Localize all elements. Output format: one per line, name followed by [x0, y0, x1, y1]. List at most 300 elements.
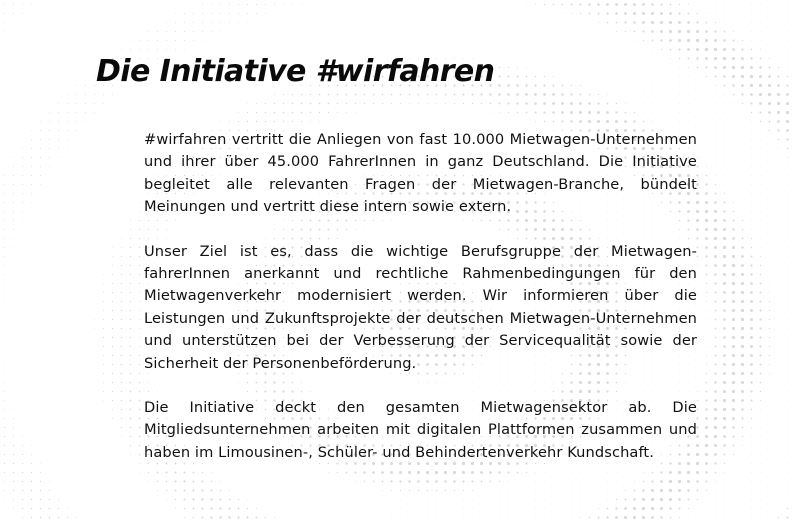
- background-dot: [750, 372, 753, 375]
- background-dot: [598, 490, 599, 491]
- background-dot: [697, 337, 698, 338]
- background-dot: [40, 508, 42, 510]
- background-dot: [121, 373, 123, 375]
- background-dot: [724, 4, 725, 5]
- background-dot: [615, 120, 618, 123]
- background-dot: [517, 490, 518, 491]
- background-dot: [678, 489, 681, 492]
- background-dot: [121, 337, 122, 338]
- background-dot: [642, 489, 644, 491]
- background-dot: [211, 13, 212, 14]
- background-dot: [40, 157, 41, 158]
- background-dot: [121, 427, 122, 428]
- background-dot: [733, 40, 735, 42]
- background-dot: [498, 75, 500, 77]
- background-dot: [714, 237, 717, 240]
- background-dot: [669, 489, 672, 492]
- background-dot: [130, 274, 131, 275]
- background-dot: [355, 112, 356, 113]
- background-dot: [787, 328, 788, 329]
- background-dot: [579, 93, 581, 95]
- background-dot: [705, 246, 708, 249]
- background-dot: [688, 13, 690, 15]
- background-dot: [715, 139, 716, 140]
- background-dot: [49, 148, 50, 149]
- background-dot: [778, 319, 779, 320]
- background-dot: [679, 103, 680, 104]
- background-dot: [787, 499, 788, 500]
- background-dot: [472, 517, 473, 518]
- background-dot: [58, 103, 59, 104]
- background-dot: [130, 328, 131, 329]
- background-dot: [4, 184, 5, 185]
- background-dot: [705, 408, 707, 410]
- background-dot: [778, 247, 779, 248]
- background-dot: [4, 481, 5, 482]
- background-dot: [589, 13, 591, 15]
- background-dot: [787, 364, 788, 365]
- background-dot: [715, 157, 716, 158]
- background-dot: [733, 103, 734, 104]
- background-dot: [778, 4, 779, 5]
- background-dot: [787, 301, 788, 302]
- background-dot: [4, 247, 5, 248]
- background-dot: [238, 22, 239, 23]
- background-dot: [112, 319, 113, 320]
- background-dot: [696, 30, 699, 33]
- background-dot: [553, 4, 554, 5]
- background-dot: [283, 4, 284, 5]
- background-dot: [714, 417, 717, 420]
- background-dot: [121, 319, 122, 320]
- background-dot: [220, 31, 221, 32]
- background-dot: [516, 93, 519, 96]
- background-dot: [714, 57, 717, 60]
- background-dot: [4, 400, 5, 401]
- background-dot: [724, 517, 725, 518]
- background-dot: [715, 175, 716, 176]
- background-dot: [706, 130, 707, 131]
- background-dot: [634, 112, 635, 113]
- background-dot: [715, 184, 716, 185]
- background-dot: [778, 499, 779, 500]
- background-dot: [580, 490, 581, 491]
- background-dot: [750, 399, 752, 401]
- background-dot: [778, 13, 779, 14]
- background-dot: [139, 418, 141, 420]
- background-dot: [697, 319, 698, 320]
- background-dot: [247, 121, 248, 122]
- background-dot: [732, 399, 735, 402]
- background-dot: [570, 93, 572, 95]
- background-dot: [723, 381, 726, 384]
- background-dot: [769, 337, 770, 338]
- background-dot: [750, 291, 753, 294]
- background-dot: [706, 166, 707, 167]
- background-dot: [651, 3, 654, 6]
- background-dot: [750, 282, 753, 285]
- background-dot: [714, 282, 716, 284]
- background-dot: [778, 265, 779, 266]
- background-dot: [112, 337, 113, 338]
- background-dot: [714, 363, 716, 365]
- background-dot: [22, 175, 23, 176]
- background-dot: [201, 498, 203, 500]
- background-dot: [741, 255, 744, 258]
- background-dot: [598, 13, 600, 15]
- background-dot: [742, 184, 743, 185]
- background-dot: [4, 472, 5, 473]
- background-dot: [750, 309, 753, 312]
- background-dot: [787, 247, 788, 248]
- background-dot: [22, 157, 23, 158]
- background-dot: [418, 499, 419, 500]
- background-dot: [733, 175, 734, 176]
- background-dot: [22, 148, 23, 149]
- background-dot: [742, 130, 743, 131]
- background-dot: [247, 508, 249, 510]
- background-dot: [472, 490, 473, 491]
- background-dot: [31, 517, 32, 518]
- background-dot: [31, 490, 32, 491]
- background-dot: [31, 508, 32, 509]
- background-dot: [4, 274, 5, 275]
- background-dot: [526, 490, 527, 491]
- background-dot: [85, 121, 86, 122]
- background-dot: [238, 121, 239, 122]
- background-dot: [787, 238, 788, 239]
- background-dot: [742, 166, 743, 167]
- background-dot: [769, 517, 770, 518]
- background-dot: [597, 516, 599, 518]
- background-dot: [742, 175, 743, 176]
- background-dot: [688, 67, 689, 68]
- background-dot: [732, 309, 735, 312]
- background-dot: [436, 517, 437, 518]
- background-dot: [481, 499, 482, 500]
- background-dot: [706, 274, 708, 276]
- background-dot: [445, 499, 446, 500]
- background-dot: [670, 85, 671, 86]
- background-dot: [166, 31, 167, 32]
- background-dot: [705, 462, 708, 465]
- background-dot: [787, 148, 789, 150]
- background-dot: [714, 372, 716, 374]
- background-dot: [103, 373, 104, 374]
- background-dot: [705, 183, 707, 185]
- background-dot: [705, 471, 707, 473]
- background-dot: [787, 184, 788, 185]
- background-dot: [733, 472, 734, 473]
- background-dot: [706, 139, 707, 140]
- background-dot: [705, 435, 708, 438]
- background-dot: [697, 490, 699, 492]
- background-dot: [769, 220, 770, 221]
- background-dot: [130, 400, 132, 402]
- background-dot: [265, 121, 267, 123]
- background-dot: [256, 121, 258, 123]
- background-dot: [22, 184, 23, 185]
- background-dot: [697, 400, 698, 401]
- background-dot: [427, 490, 428, 491]
- background-dot: [769, 265, 770, 266]
- background-dot: [714, 192, 716, 194]
- background-dot: [139, 364, 140, 365]
- background-dot: [507, 93, 510, 96]
- background-dot: [750, 381, 752, 383]
- background-dot: [202, 22, 203, 23]
- background-dot: [571, 517, 572, 518]
- background-dot: [697, 157, 698, 158]
- background-dot: [760, 220, 761, 221]
- background-dot: [742, 454, 743, 455]
- background-dot: [679, 4, 680, 5]
- background-dot: [210, 498, 212, 500]
- background-dot: [777, 84, 780, 87]
- background-dot: [706, 355, 707, 356]
- background-dot: [561, 102, 564, 105]
- background-dot: [579, 111, 582, 114]
- background-dot: [121, 328, 122, 329]
- background-dot: [139, 400, 141, 402]
- background-dot: [597, 3, 600, 6]
- background-dot: [706, 13, 707, 14]
- background-dot: [184, 13, 185, 14]
- background-dot: [534, 93, 537, 96]
- background-dot: [634, 40, 635, 41]
- background-dot: [328, 103, 330, 105]
- background-dot: [535, 121, 536, 122]
- background-dot: [751, 427, 752, 428]
- background-dot: [615, 507, 617, 509]
- background-dot: [633, 120, 635, 122]
- background-dot: [732, 390, 735, 393]
- background-dot: [4, 283, 5, 284]
- background-dot: [733, 463, 734, 464]
- background-dot: [112, 283, 113, 284]
- background-dot: [697, 346, 698, 347]
- background-dot: [49, 121, 50, 122]
- background-dot: [139, 445, 141, 447]
- background-dot: [705, 237, 708, 240]
- background-dot: [526, 112, 528, 114]
- background-dot: [211, 4, 212, 5]
- background-dot: [724, 22, 725, 23]
- background-dot: [705, 444, 708, 447]
- background-dot: [490, 508, 491, 509]
- background-dot: [643, 40, 644, 41]
- background-dot: [121, 310, 122, 311]
- background-dot: [760, 400, 761, 401]
- background-dot: [139, 211, 140, 212]
- background-dot: [22, 202, 23, 203]
- background-dot: [751, 481, 752, 482]
- background-dot: [778, 472, 779, 473]
- background-dot: [193, 31, 194, 32]
- background-dot: [597, 111, 600, 114]
- background-dot: [751, 13, 752, 14]
- background-dot: [741, 417, 743, 419]
- background-dot: [192, 489, 194, 491]
- background-dot: [40, 517, 42, 519]
- background-dot: [319, 103, 321, 105]
- background-dot: [787, 490, 788, 491]
- background-dot: [787, 193, 788, 194]
- background-dot: [526, 121, 527, 122]
- background-dot: [22, 454, 23, 455]
- background-dot: [723, 363, 726, 366]
- background-dot: [13, 508, 14, 509]
- background-dot: [715, 517, 716, 518]
- background-dot: [4, 364, 5, 365]
- background-dot: [742, 13, 743, 14]
- background-dot: [787, 454, 788, 455]
- background-dot: [769, 49, 770, 50]
- background-dot: [714, 399, 717, 402]
- background-dot: [733, 202, 734, 203]
- background-dot: [552, 102, 555, 105]
- background-dot: [732, 336, 735, 339]
- background-dot: [139, 454, 140, 455]
- background-dot: [139, 310, 140, 311]
- background-dot: [184, 499, 186, 501]
- background-dot: [769, 139, 770, 140]
- background-dot: [769, 166, 770, 167]
- background-dot: [67, 148, 68, 149]
- background-dot: [759, 327, 761, 329]
- background-dot: [706, 490, 707, 491]
- background-dot: [760, 58, 762, 60]
- background-dot: [103, 319, 104, 320]
- background-dot: [723, 75, 726, 78]
- background-dot: [13, 472, 14, 473]
- background-dot: [184, 22, 185, 23]
- background-dot: [561, 111, 564, 114]
- background-dot: [715, 148, 716, 149]
- background-dot: [787, 211, 788, 212]
- background-dot: [22, 481, 23, 482]
- background-dot: [256, 103, 257, 104]
- background-dot: [579, 120, 582, 123]
- background-dot: [715, 166, 716, 167]
- background-dot: [121, 355, 123, 357]
- background-dot: [571, 499, 572, 500]
- background-dot: [714, 201, 717, 204]
- background-dot: [697, 76, 698, 77]
- background-dot: [723, 219, 726, 222]
- background-dot: [418, 517, 419, 518]
- background-dot: [723, 282, 726, 285]
- background-dot: [787, 337, 788, 338]
- background-dot: [597, 102, 599, 104]
- background-dot: [139, 472, 140, 473]
- background-dot: [409, 508, 410, 509]
- background-dot: [534, 102, 537, 105]
- background-dot: [112, 382, 113, 383]
- background-dot: [112, 346, 113, 347]
- background-dot: [184, 508, 186, 510]
- background-dot: [660, 498, 663, 501]
- background-dot: [31, 499, 33, 501]
- background-dot: [724, 112, 725, 113]
- background-dot: [705, 228, 708, 231]
- background-dot: [238, 4, 239, 5]
- background-dot: [238, 112, 239, 113]
- background-dot: [714, 39, 717, 42]
- background-dot: [705, 426, 708, 429]
- background-dot: [723, 300, 726, 303]
- background-dot: [112, 409, 113, 410]
- background-dot: [526, 76, 528, 78]
- background-dot: [166, 22, 167, 23]
- background-dot: [570, 120, 572, 122]
- background-dot: [778, 283, 779, 284]
- background-dot: [13, 157, 14, 158]
- background-dot: [769, 400, 770, 401]
- background-dot: [769, 436, 770, 437]
- background-dot: [715, 112, 716, 113]
- background-dot: [418, 490, 419, 491]
- background-dot: [616, 22, 618, 24]
- background-dot: [247, 499, 248, 500]
- background-dot: [616, 31, 617, 32]
- background-dot: [697, 103, 698, 104]
- background-dot: [724, 184, 725, 185]
- background-dot: [535, 490, 536, 491]
- background-dot: [751, 229, 752, 230]
- background-dot: [553, 121, 555, 123]
- background-dot: [139, 292, 140, 293]
- background-dot: [103, 382, 104, 383]
- background-dot: [750, 57, 752, 59]
- background-dot: [615, 3, 618, 6]
- background-dot: [705, 453, 708, 456]
- background-dot: [22, 517, 23, 518]
- background-dot: [454, 517, 455, 518]
- background-dot: [715, 355, 717, 357]
- background-dot: [175, 13, 176, 14]
- background-dot: [13, 454, 14, 455]
- background-dot: [733, 445, 735, 447]
- background-dot: [741, 246, 743, 248]
- background-dot: [211, 490, 213, 492]
- background-dot: [498, 93, 500, 95]
- background-dot: [121, 436, 122, 437]
- background-dot: [724, 103, 725, 104]
- background-dot: [742, 148, 743, 149]
- background-dot: [705, 201, 708, 204]
- background-dot: [553, 508, 554, 509]
- background-dot: [715, 490, 716, 491]
- background-dot: [723, 444, 726, 447]
- background-dot: [40, 499, 42, 501]
- background-dot: [723, 336, 726, 339]
- background-dot: [229, 499, 231, 501]
- background-dot: [22, 211, 23, 212]
- background-dot: [220, 4, 221, 5]
- background-dot: [247, 13, 248, 14]
- background-dot: [562, 13, 563, 14]
- background-dot: [778, 40, 779, 41]
- background-dot: [769, 454, 770, 455]
- background-dot: [508, 490, 509, 491]
- background-dot: [562, 517, 563, 518]
- background-dot: [787, 265, 788, 266]
- background-dot: [769, 301, 770, 302]
- background-dot: [724, 175, 725, 176]
- background-dot: [633, 498, 636, 501]
- background-dot: [787, 436, 788, 437]
